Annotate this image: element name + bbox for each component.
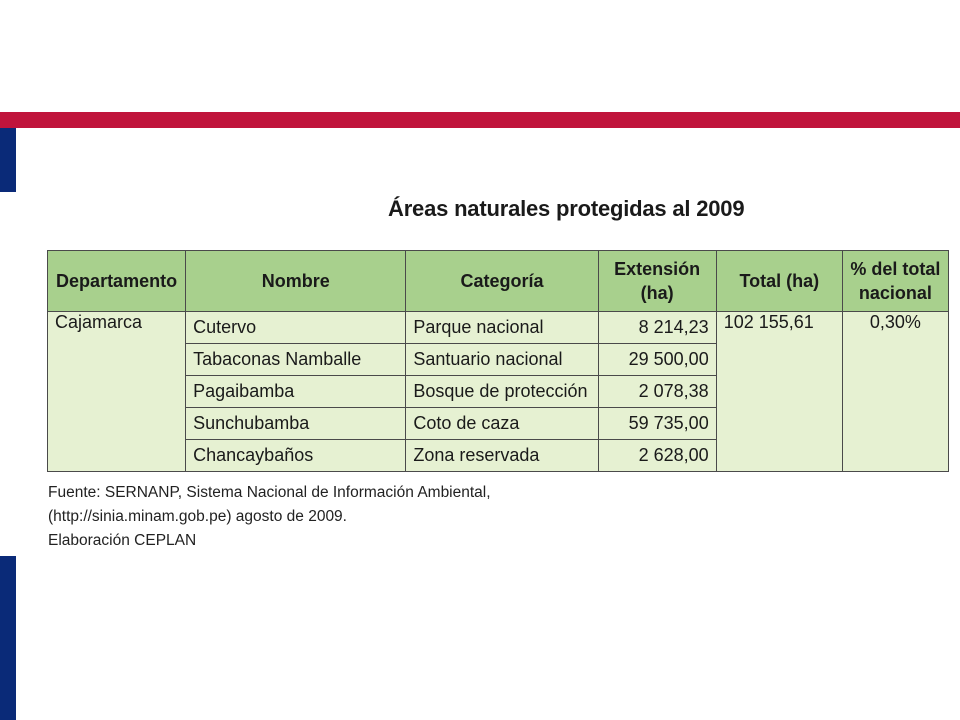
left-accent-bar-bottom [0,556,16,720]
table-row [48,312,949,344]
col-header-total: Total (ha) [716,251,842,312]
extension-cell: 2 628,00 [598,440,716,472]
nombre-cell: Pagaibamba [186,376,406,408]
total-cell: 102 155,61 [716,312,842,472]
categoria-cell: Santuario nacional [406,344,598,376]
protected-areas-table [47,250,949,472]
nombre-cell: Cutervo [186,312,406,344]
nombre-cell: Tabaconas Namballe [186,344,406,376]
pct-cell: 0,30% [842,312,948,472]
col-header-pct: % del total nacional [842,251,948,312]
credit-line: Elaboración CEPLAN [48,532,197,549]
table-header-row [48,251,949,312]
departamento-cell: Cajamarca [48,312,186,472]
source-note [48,481,491,553]
col-header-nombre: Nombre [186,251,406,312]
col-header-categoria: Categoría [406,251,598,312]
left-accent-bar-top [0,128,16,192]
extension-cell: 2 078,38 [598,376,716,408]
categoria-cell: Coto de caza [406,408,598,440]
categoria-cell: Zona reservada [406,440,598,472]
col-header-extension: Extensión (ha) [598,251,716,312]
extension-cell: 59 735,00 [598,408,716,440]
slide-title: Áreas naturales protegidas al 2009 [388,196,745,221]
extension-cell: 29 500,00 [598,344,716,376]
nombre-cell: Sunchubamba [186,408,406,440]
top-accent-bar [0,112,960,128]
source-line: Fuente: SERNANP, Sistema Nacional de Información Ambiental, [48,484,491,501]
nombre-cell: Chancaybaños [186,440,406,472]
col-header-departamento: Departamento [48,251,186,312]
source-url-line: (http://sinia.minam.gob.pe) agosto de 2009. [48,508,347,525]
extension-cell: 8 214,23 [598,312,716,344]
categoria-cell: Parque nacional [406,312,598,344]
categoria-cell: Bosque de protección [406,376,598,408]
